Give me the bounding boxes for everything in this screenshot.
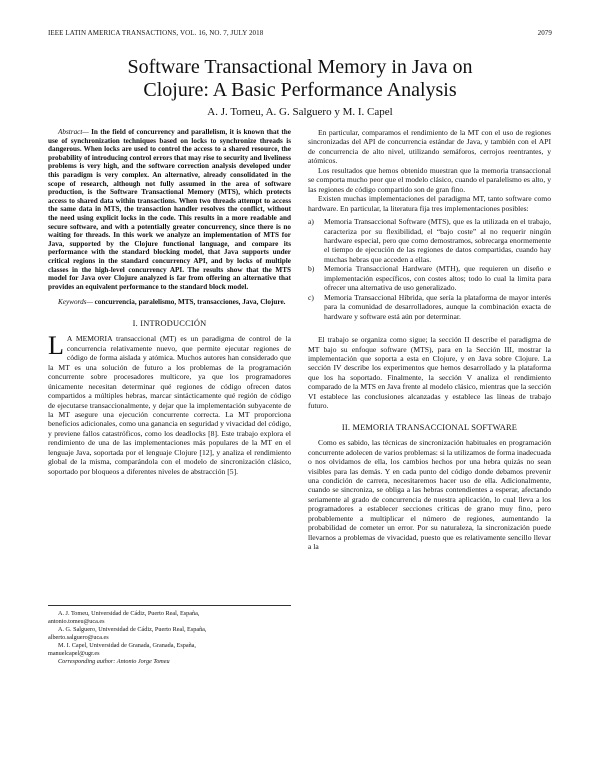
footnote-author-1: [48, 610, 291, 618]
abstract-text: In the field of concurrency and parallelism, it is known that the use of synchronization techniques based on locks to synchronize threads is dangerous. When locks are used to control the access to a shared resource, the probability of introducing control errors that may rise to security and liveliness problems is very high, and the software correction analysis developed under this paradigm is very complex. An alternative, already consolidated in the scope of research, although not fully assumed in the area of software production, is the Software Transactional Memory (MTS), which protects access to shared data within transactions. When two threads attempt to access the same data in MTS, the transaction handler resolves the conflict, without the need using explicit locks in the code. This results in a more readable and secure software, and with a potentially greater concurrency, since there is no waiting for threads. In this work we analyze an implementation of MTS for Java, supported by the Clojure functional language, and compare its performance with the standard blocking model, that Java supports under critical regions in the standard concurrency API, and by locks of multiple classes in the high-level concurrency API. The results show that the MTS model for Java over Clojure analyzed is far from offering an alternative that provides an equivalent performance to the standard block model.: [48, 128, 291, 291]
abstract: [48, 128, 291, 291]
section-heading-mts: II. MEMORIA TRANSACCIONAL SOFTWARE: [341, 422, 518, 432]
list-item: [308, 293, 551, 321]
list-item-text: Memoria Transaccional Software (MTS), que es la utilizada en el trabajo, caracteriza por su flexibilidad, el “bajo coste” al no requerir ningún hardware especial, pero que como demostramos, sobrecarga enormemente el tiempo de ejecución de las regiones de datos compartidas, cuando hay muchas hebras que acceden a ellas.: [324, 217, 551, 264]
footnote-email-2: alberto.salguero@uca.es: [48, 634, 109, 641]
corresponding-author: Corresponding author: Antonio Jorge Tomeu: [58, 658, 170, 665]
implementation-list: [308, 217, 551, 321]
section-heading-introduction: I. INTRODUCCIÓN: [132, 318, 207, 328]
intro-text: A MEMORIA transaccional (MT) es un paradigma de control de la concurrencia relativamente nuevo, que permite ejecutar regiones de código de forma aislada y atómica. Muchos autores han considerado que la MT es una solución de futuro a los problemas de la programación concurrente sobre procesadores multicore, ya que los programadores únicamente necesitan determinar qué regiones de código ofrecen datos compartidos a múltiples hebras, marcar sintácticamente qué región de código de ejecutarse transaccionalmente, y dejar que la implementación subyacente de la MT asegure una ejecución concurrente correcta. La MT proporciona beneficios adicionales, como una ganancia en seguridad y vivacidad del código, y previene fallos catastróficos, como los deadlocks [8]. Este trabajo explora el rendimiento de una de las implementaciones más populares de la MT en el lenguaje Java, soportada por el lenguaje Clojure [12], y analiza el rendimiento global de la misma, comparándola con el modelo de sincronización clásico, soportado por bloqueos a diferentes niveles de abstracción [5].: [48, 334, 291, 476]
paper-title: [48, 56, 552, 102]
footnote-author-2: [48, 626, 291, 634]
intro-paragraph: [48, 331, 291, 476]
left-column: [48, 128, 291, 476]
footnote-corresponding: [48, 658, 291, 666]
list-item: [308, 217, 551, 264]
keywords-lead: Keywords—: [58, 298, 93, 307]
journal-name: IEEE LATIN AMERICA TRANSACTIONS, VOL. 16, NO. 7, JULY 2018: [48, 29, 264, 37]
body-paragraph: Existen muchas implementaciones del paradigma MT, tanto software como hardware. En particular, la literatura fija tres implementaciones posibles:: [308, 194, 551, 213]
list-marker: b): [308, 264, 315, 274]
page-number: 2079: [537, 29, 552, 37]
footnote-email-1: antonio.tomeu@uca.es: [48, 618, 105, 625]
drop-cap: L: [48, 331, 64, 361]
list-item-text: Memoria Transaccional Hardware (MTH), que requieren un diseño e implementación específicos, con costes altos; todo lo cual la limita para ofrecer una alternativa de uso generalizado.: [324, 264, 551, 293]
title-line-1: Software Transactional Memory in Java on: [127, 56, 473, 78]
author-list: A. J. Tomeu, A. G. Salguero y M. I. Capel: [207, 106, 393, 118]
body-paragraph: En particular, comparamos el rendimiento de la MT con el uso de regiones sincronizadas del API de concurrencia estándar de Java, y también con el API de concurrencia de alto nivel, utilizando semáforos, cerrojos reentrantes, y atómicos.: [308, 128, 551, 166]
running-header: [48, 29, 552, 39]
footnote-text: A. G. Salguero, Universidad de Cádiz, Puerto Real, España,: [58, 626, 207, 633]
body-paragraph: El trabajo se organiza como sigue; la sección II describe el paradigma de MT bajo su enfoque software (MTS), para en la Sección III, mostrar la implementación que soporta a esta en Clojure, y en Java sobre Clojure. La sección IV describe los experimentos que hemos desarrollado y la plataforma que los ha soportado. Finalmente, la sección V analiza el rendimiento comparado de la MTS en Java frente al modelo clásico, mientras que la sección VI establece las conclusiones alcanzadas y establece las líneas de trabajo futuro.: [308, 335, 551, 411]
title-line-2: Clojure: A Basic Performance Analysis: [143, 79, 457, 101]
footnote-text: A. J. Tomeu, Universidad de Cádiz, Puerto Real, España,: [58, 610, 200, 617]
right-column: [308, 128, 551, 552]
keywords: [48, 298, 291, 307]
footnote-text: M. I. Capel, Universidad de Granada, Granada, España,: [58, 642, 196, 649]
footnotes: [48, 605, 291, 666]
list-item: [308, 264, 551, 292]
footnote-email-3: manuelcapel@ugr.es: [48, 650, 100, 657]
list-marker: c): [308, 292, 314, 302]
abstract-lead: Abstract—: [58, 128, 89, 136]
list-marker: a): [308, 217, 314, 227]
body-paragraph: Los resultados que hemos obtenido muestran que la memoria transaccional se comporta mucho peor que el modelo clásico, cuando el paralelismo es alto, y las regiones de código compartido son de gran fino.: [308, 165, 551, 194]
footnote-author-3: [48, 642, 291, 650]
list-item-text: Memoria Transaccional Híbrida, que sería la plataforma de mayor interés para la comunidad de desarrolladores, aunque la combinación exacta de hardware y software está aún por determinar.: [324, 292, 551, 321]
keywords-text: concurrencia, paralelismo, MTS, transacciones, Java, Clojure.: [92, 298, 286, 307]
body-paragraph: Como es sabido, las técnicas de sincronización habituales en programación concurrente adolecen de varios problemas: si la utilizamos de forma inadecuada o nos olvidamos de ella, los cambios hechos por una hebra quizás no sean visibles para las demás. Y en cada punto del código donde debamos prevenir una condición de carrera, necesitaremos hacer uso de ella. Adicionalmente, cuando se sincroniza, se obliga a las hebras contendientes a esperar, afectando seriamente al grado de concurrencia de nuestra aplicación, lo cual lleva a los programadores a establecer secciones críticas de grano muy fino, pero probablemente a multiplicar el número de regiones, aumentando la probabilidad de cometer un error. Por su naturaleza, la sincronización puede llevarnos a problemas de vivacidad, puesto que es relativamente sencillo llevar a la: [308, 438, 551, 552]
